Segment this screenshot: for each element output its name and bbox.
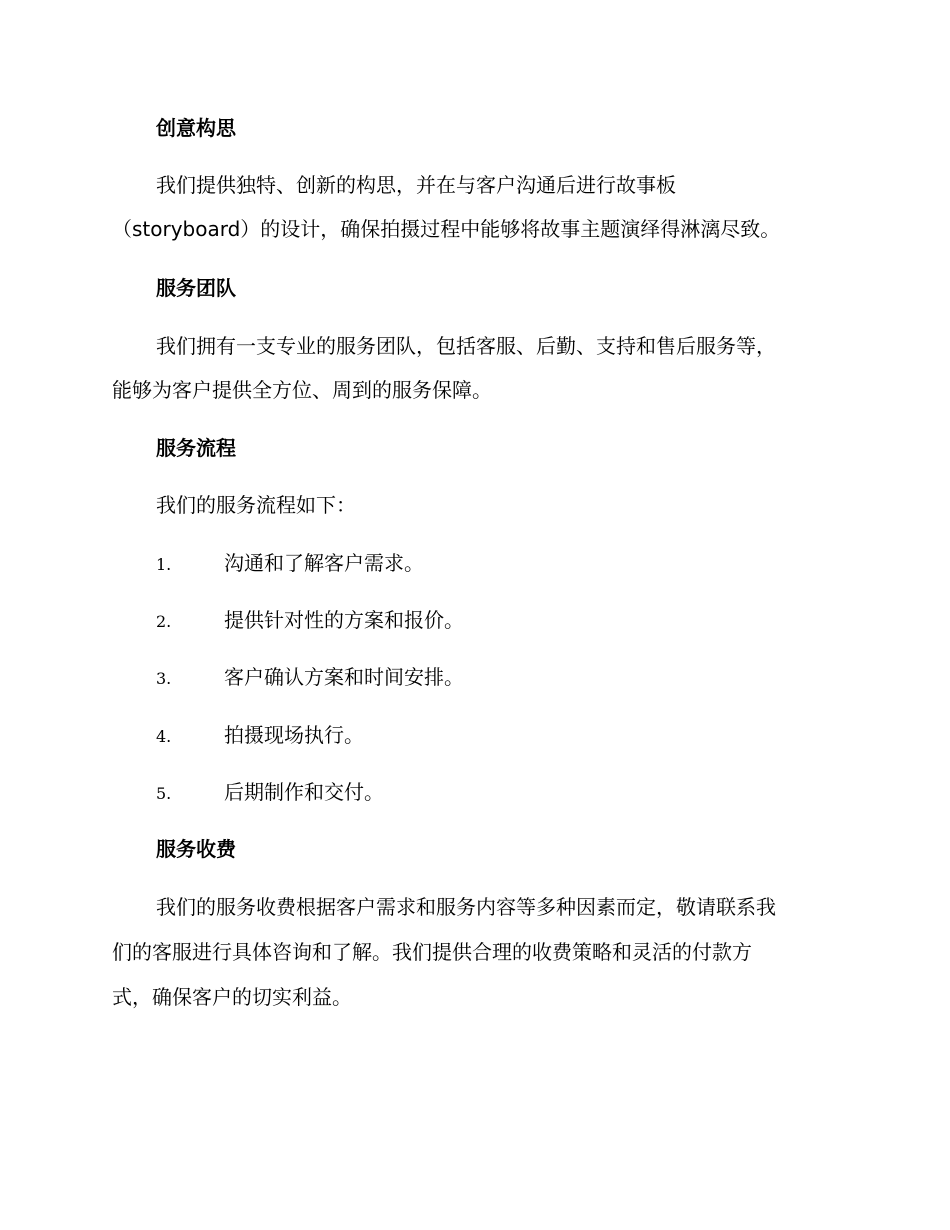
list-item (156, 721, 364, 749)
section-heading-creative: 创意构思 (156, 116, 236, 140)
list-text: 沟通和了解客户需求。 (224, 551, 424, 575)
list-number: 5. (156, 784, 172, 803)
paragraph-line: 我们拥有一支专业的服务团队，包括客服、后勤、支持和售后服务等， (156, 334, 776, 358)
paragraph-line: 我们提供独特、创新的构思，并在与客户沟通后进行故事板 (156, 173, 676, 197)
paragraph-line: 式，确保客户的切实利益。 (112, 985, 352, 1009)
list-number: 2. (156, 612, 172, 631)
section-heading-fees: 服务收费 (156, 837, 236, 861)
section-paragraph-team (112, 332, 837, 404)
list-item (156, 663, 464, 691)
list-text: 客户确认方案和时间安排。 (224, 665, 464, 689)
section-heading-team: 服务团队 (156, 276, 236, 300)
paragraph-line: 我们的服务收费根据客户需求和服务内容等多种因素而定，敬请联系我 (156, 895, 776, 919)
list-text: 提供针对性的方案和报价。 (224, 608, 464, 632)
paragraph-line: 我们的服务流程如下： (156, 493, 356, 517)
list-number: 4. (156, 727, 172, 746)
section-heading-process: 服务流程 (156, 436, 236, 460)
paragraph-line: 们的客服进行具体咨询和了解。我们提供合理的收费策略和灵活的付款方 (112, 940, 752, 964)
section-paragraph-fees (112, 893, 837, 1011)
section-paragraph-creative (112, 171, 837, 243)
list-text: 后期制作和交付。 (224, 780, 384, 804)
list-item (156, 778, 384, 806)
list-text: 拍摄现场执行。 (224, 723, 364, 747)
paragraph-line: 能够为客户提供全方位、周到的服务保障。 (112, 378, 492, 402)
list-number: 1. (156, 555, 172, 574)
list-item (156, 549, 424, 577)
paragraph-line: （storyboard）的设计，确保拍摄过程中能够将故事主题演绎得淋漓尽致。 (112, 217, 781, 241)
list-number: 3. (156, 669, 172, 688)
list-item (156, 606, 464, 634)
section-paragraph-process-intro (112, 491, 837, 519)
